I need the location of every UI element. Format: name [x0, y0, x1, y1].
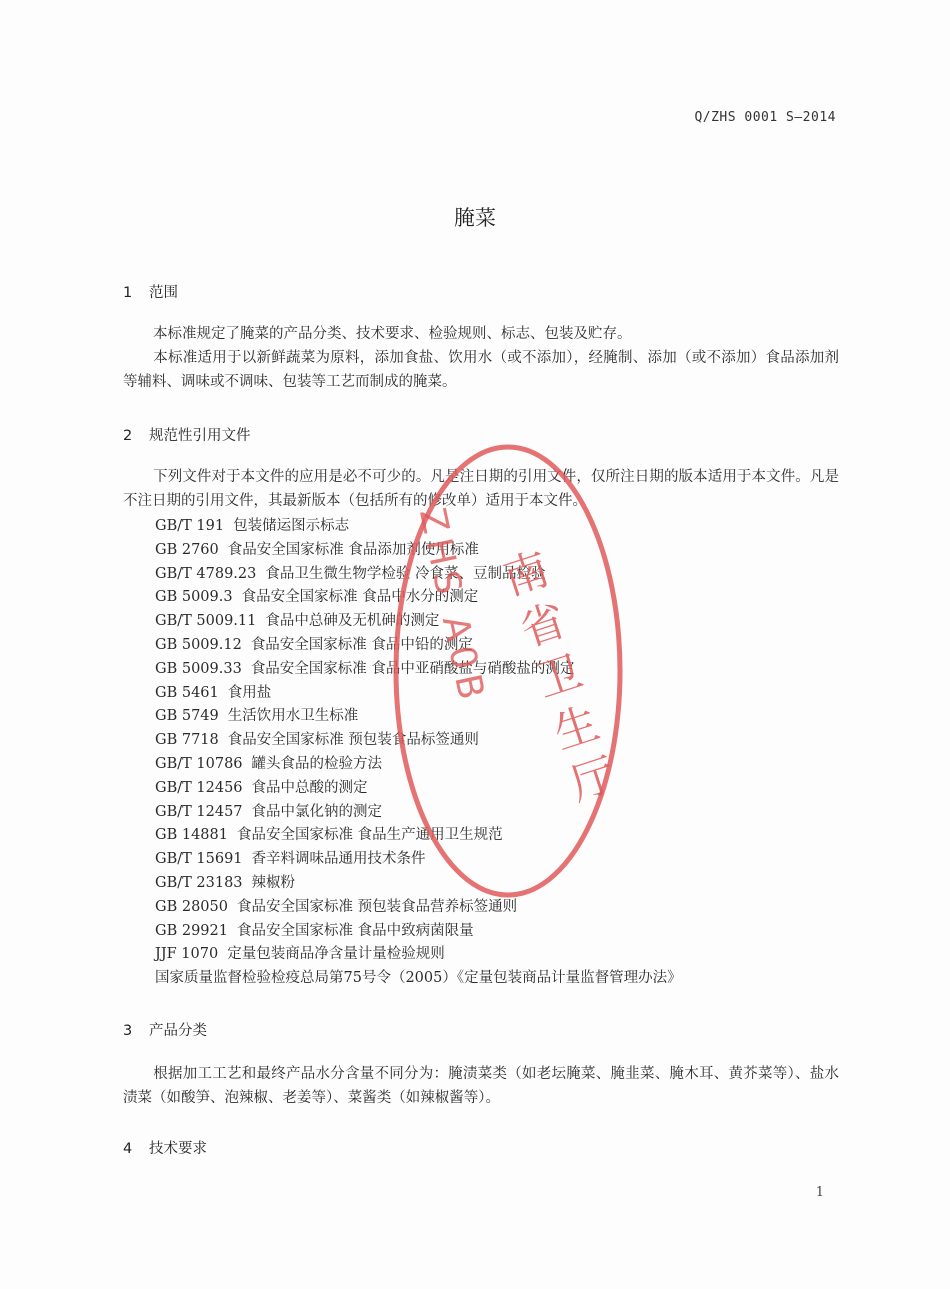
reference-item: GB 5009.12 食品安全国家标准 食品中铅的测定: [155, 636, 473, 653]
section-title: 技术要求: [149, 1141, 207, 1157]
section-heading-classification: [123, 1019, 207, 1040]
section-heading-scope: [123, 281, 178, 302]
section-title: 产品分类: [149, 1023, 207, 1039]
reference-item: GB/T 23183 辣椒粉: [155, 874, 296, 891]
classification-paragraph: 根据加工工艺和最终产品水分含量不同分为：腌渍菜类（如老坛腌菜、腌韭菜、腌木耳、黄芥菜等）、盐水渍菜（如酸笋、泡辣椒、老姜等）、菜酱类（如辣椒酱等）。: [123, 1066, 839, 1106]
reference-item: GB/T 191 包装储运图示标志: [155, 518, 350, 534]
reference-item: GB 5009.33 食品安全国家标准 食品中亚硝酸盐与硝酸盐的测定: [155, 660, 575, 677]
reference-item: GB/T 5009.11 食品中总砷及无机砷的测定: [155, 613, 440, 630]
reference-list: [155, 515, 682, 991]
reference-item: GB 28050 食品安全国家标准 预包装食品营养标签通则: [155, 898, 518, 915]
section-number: 4: [123, 1141, 133, 1157]
seal-code: ZHS A0B: [410, 504, 493, 709]
reference-item: GB/T 10786 罐头食品的检验方法: [155, 755, 383, 772]
scope-paragraph-1: 本标准规定了腌菜的产品分类、技术要求、检验规则、标志、包装及贮存。: [153, 326, 632, 342]
reference-item: GB 29921 食品安全国家标准 食品中致病菌限量: [155, 922, 474, 939]
reference-item: GB 5009.3 食品安全国家标准 食品中水分的测定: [155, 589, 479, 606]
reference-item: GB 14881 食品安全国家标准 食品生产通用卫生规范: [155, 827, 503, 844]
reference-item: GB/T 12457 食品中氯化钠的测定: [155, 803, 383, 820]
reference-item: GB/T 12456 食品中总酸的测定: [155, 779, 368, 796]
reference-item: 国家质量监督检验检疫总局第75号令（2005）《定量包装商品计量监督管理办法》: [155, 970, 682, 987]
reference-item: GB 2760 食品安全国家标准 食品添加剂使用标准: [155, 541, 479, 558]
section-title: 规范性引用文件: [149, 428, 251, 444]
section-number: 2: [123, 428, 133, 444]
reference-item: GB 5749 生活饮用水卫生标准: [155, 708, 359, 725]
reference-item: JJF 1070 定量包装商品净含量计量检验规则: [155, 946, 445, 963]
section-number: 3: [123, 1023, 133, 1039]
reference-item: GB/T 4789.23 食品卫生微生物学检验 冷食菜、豆制品检验: [155, 565, 546, 582]
scope-paragraph-2: 本标准适用于以新鲜蔬菜为原料，添加食盐、饮用水（或不添加），经腌制、添加（或不添加）食品添加剂等辅料、调味或不调味、包装等工艺而制成的腌菜。: [123, 350, 839, 390]
reference-item: GB 7718 食品安全国家标准 预包装食品标签通则: [155, 732, 479, 749]
reference-item: GB/T 15691 香辛料调味品通用技术条件: [155, 851, 426, 868]
document-code: Q/ZHS 0001 S—2014: [694, 110, 836, 125]
seal-lettering: 南省卫生厅: [490, 544, 623, 818]
page-number: 1: [815, 1185, 824, 1200]
references-intro: 下列文件对于本文件的应用是必不可少的。凡是注日期的引用文件，仅所注日期的版本适用于本文件。凡是不注日期的引用文件，其最新版本（包括所有的修改单）适用于本文件。: [123, 469, 839, 509]
section-heading-references: [123, 424, 251, 445]
section-title: 范围: [149, 285, 178, 301]
section-heading-requirements: [123, 1137, 207, 1158]
reference-item: GB 5461 食用盐: [155, 684, 272, 701]
page-title: 腌菜: [454, 206, 496, 230]
section-number: 1: [123, 285, 133, 301]
